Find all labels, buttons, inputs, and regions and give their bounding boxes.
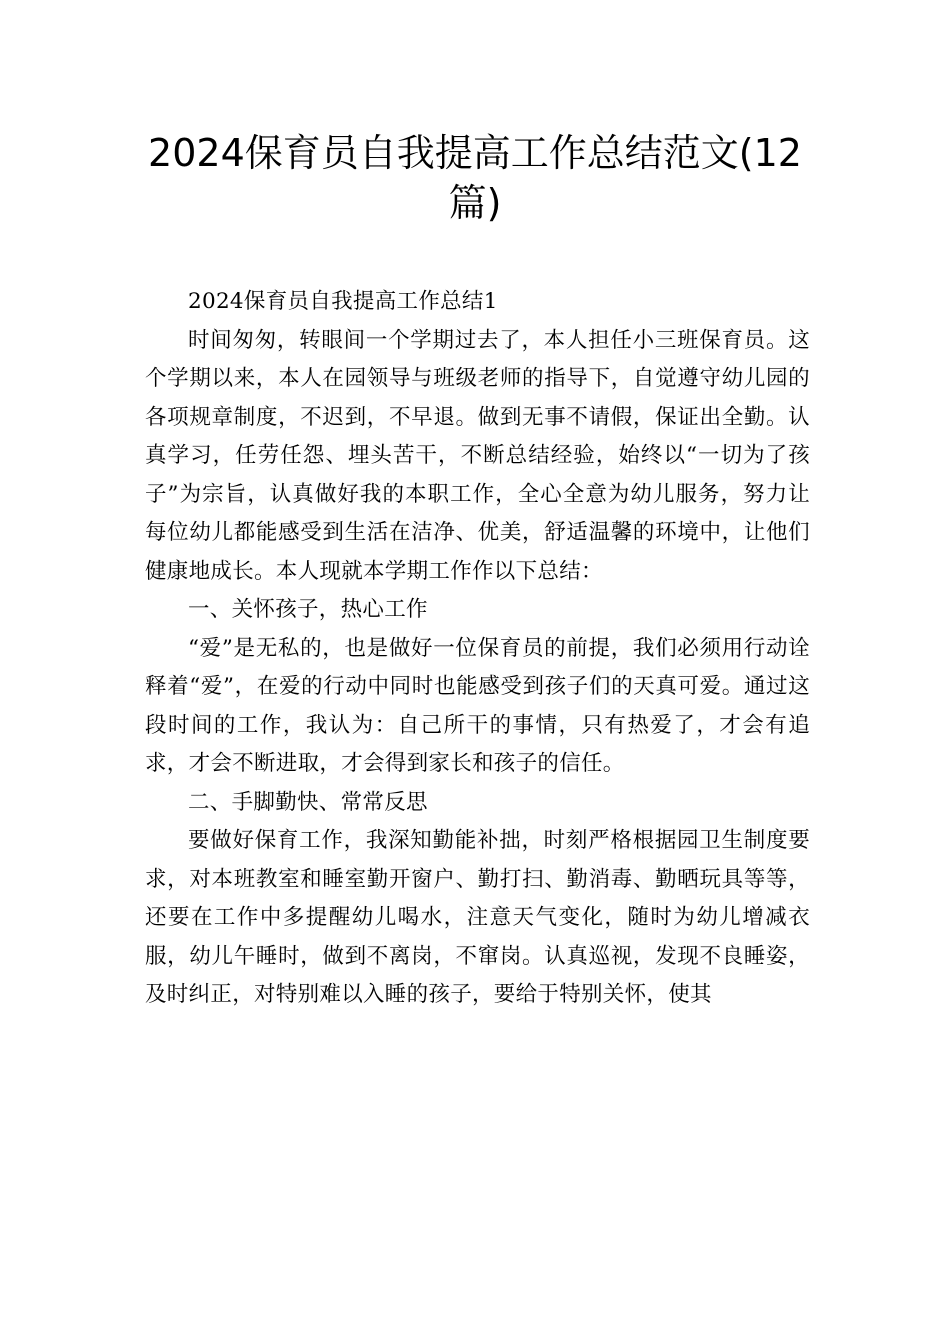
document-title: 2024保育员自我提高工作总结范文(12篇) xyxy=(148,131,802,225)
section-heading-1: 一、关怀孩子，热心工作 xyxy=(188,597,428,622)
paragraph-diligence: 要做好保育工作，我深知勤能补拙，时刻严格根据园卫生制度要求，对本班教室和睡室勤开窗户、勤打扫、勤消毒、勤晒玩具等等，还要在工作中多提醒幼儿喝水，注意天气变化，随时为幼儿增减衣服，幼儿午睡时，做到不离岗，不窜岗。认真巡视，发现不良睡姿，及时纠正，对特别难以入睡的孩子，要给于特别关怀，使其 xyxy=(145,828,810,1007)
section-heading-2: 二、手脚勤快、常常反思 xyxy=(188,789,428,815)
paragraph-love: “爱”是无私的，也是做好一位保育员的前提，我们必须用行动诠释着“爱”，在爱的行动中同时也能感受到孩子们的天真可爱。通过这段时间的工作，我认为：自己所干的事情，只有热爱了，才会有追求，才会不断进取，才会得到家长和孩子的信任。 xyxy=(145,635,810,776)
section-subtitle: 2024保育员自我提高工作总结1 xyxy=(188,289,498,314)
paragraph-intro: 时间匆匆，转眼间一个学期过去了，本人担任小三班保育员。这个学期以来，本人在园领导与班级老师的指导下，自觉遵守幼儿园的各项规章制度，不迟到，不早退。做到无事不请假，保证出全勤。认真学习，任劳任怨、埋头苦干，不断总结经验，始终以“一切为了孩子”为宗旨，认真做好我的本职工作，全心全意为幼儿服务，努力让每位幼儿都能感受到生活在洁净、优美，舒适温馨的环境中，让他们健康地成长。本人现就本学期工作作以下总结： xyxy=(145,327,810,584)
document-body xyxy=(145,283,810,1015)
